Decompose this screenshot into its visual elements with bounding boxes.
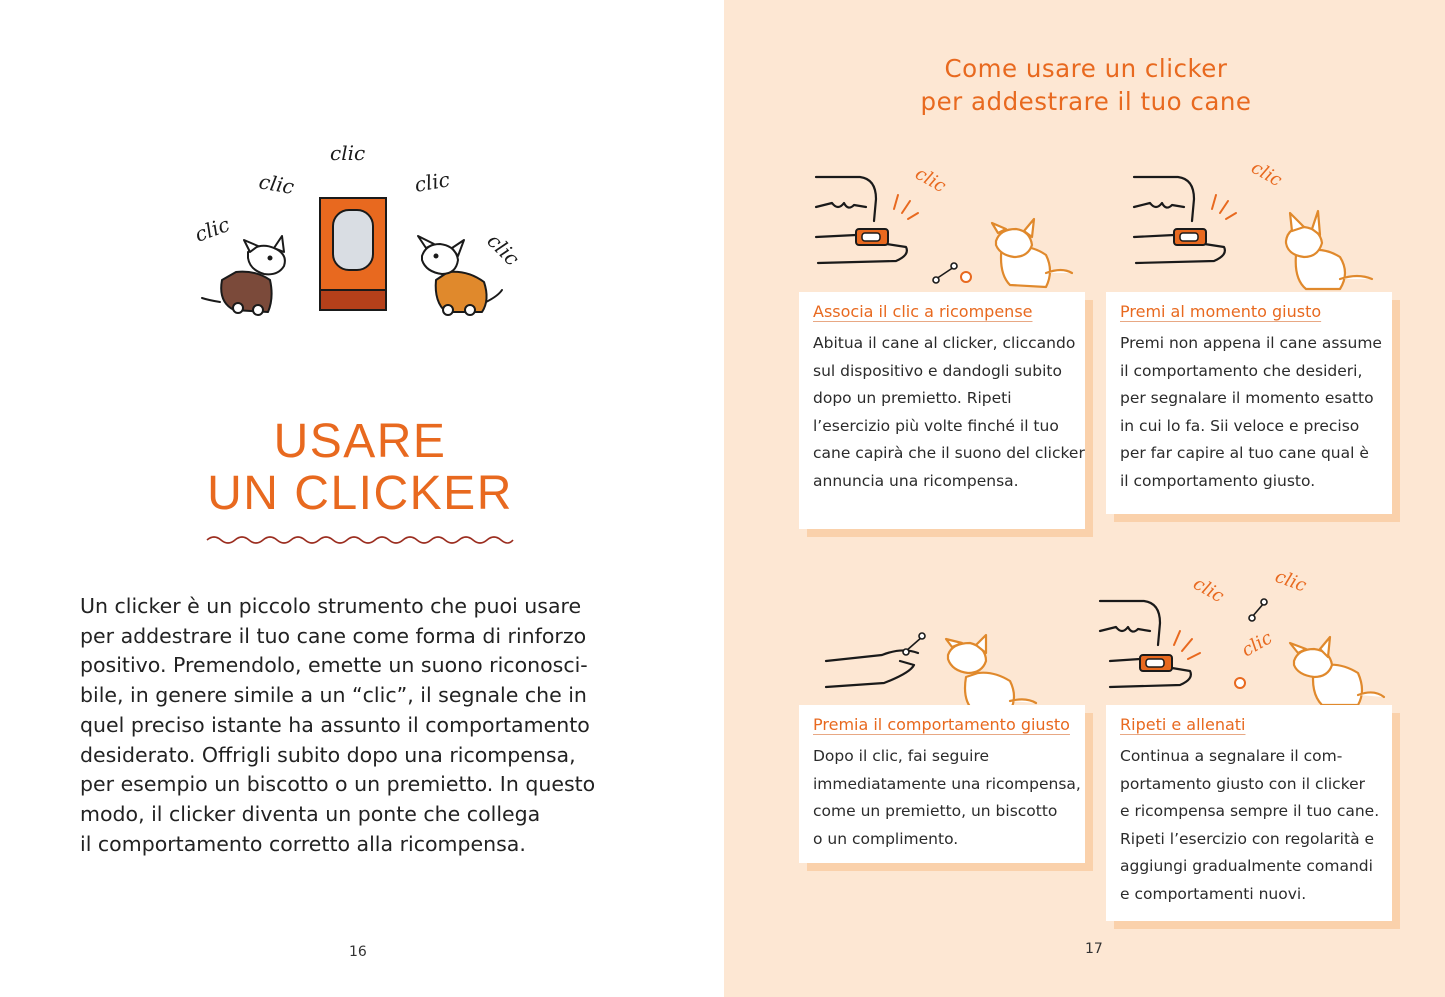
clic-word: clic xyxy=(911,163,950,198)
clicker-dogs-illustration xyxy=(190,130,530,325)
step-line: Ripeti l’esercizio con regolarità e xyxy=(1120,829,1375,848)
clic-word: clic xyxy=(191,212,233,247)
step-card-1 xyxy=(799,292,1085,529)
intro-line: per addestrare il tuo cane come forma di rinforzo xyxy=(80,623,587,648)
intro-line: il comportamento corretto alla ricompensa. xyxy=(80,831,526,856)
right-title-line-2: per addestrare il tuo cane xyxy=(920,87,1252,116)
intro-line: per esempio un biscotto o un premietto. In questo xyxy=(80,772,596,797)
intro-line: bile, in genere simile a un “clic”, il segnale che in xyxy=(80,683,587,708)
step-line: l’esercizio più volte finché il tuo xyxy=(813,416,1059,435)
step-heading: Premia il comportamento giusto xyxy=(813,715,1070,734)
step-line: il comportamento giusto. xyxy=(1120,471,1316,490)
wavy-divider xyxy=(205,533,515,547)
step-line: Abitua il cane al clicker, cliccando xyxy=(813,334,1076,352)
step-card-4 xyxy=(1106,705,1392,921)
intro-line: positivo. Premendolo, emette un suono riconosci- xyxy=(80,653,588,678)
clic-word: clic xyxy=(1272,565,1310,597)
step-line: cane capirà che il suono del clicker xyxy=(813,444,1085,463)
clic-word: clic xyxy=(482,228,525,271)
step-text xyxy=(813,743,1081,853)
page-title-line-2: UN CLICKER xyxy=(207,467,513,520)
clic-word: clic xyxy=(1247,157,1286,192)
step-line: immediatamente una ricompensa, xyxy=(813,774,1081,793)
intro-line: modo, il clicker diventa un ponte che collega xyxy=(80,801,541,826)
step-line: Continua a segnalare il com- xyxy=(1120,747,1343,765)
clic-word: clic xyxy=(412,167,452,197)
step-line: per segnalare il momento esatto xyxy=(1120,389,1374,408)
step-1-illustration xyxy=(810,155,1080,293)
clic-word: clic xyxy=(1189,573,1228,608)
step-line: sul dispositivo e dandogli subito xyxy=(813,361,1062,380)
step-4-illustration xyxy=(1096,565,1396,717)
step-text xyxy=(1120,743,1379,909)
right-title-line-1: Come usare un clicker xyxy=(944,54,1228,83)
step-line: o un complimento. xyxy=(813,829,959,848)
step-line: e comportamenti nuovi. xyxy=(1120,884,1307,903)
step-heading: Associa il clic a ricompense xyxy=(813,302,1033,321)
step-card-2 xyxy=(1106,292,1392,514)
step-text xyxy=(1120,330,1382,496)
step-line: e ricompensa sempre il tuo cane. xyxy=(1120,802,1380,821)
step-line: annuncia una ricompensa. xyxy=(813,471,1019,490)
step-line: per far capire al tuo cane qual è xyxy=(1120,444,1369,463)
step-3-illustration xyxy=(822,625,1047,717)
intro-line: desiderato. Offrigli subito dopo una ricompensa, xyxy=(80,742,576,767)
page-title-line-1: USARE xyxy=(273,415,447,468)
intro-paragraph xyxy=(80,592,655,859)
step-heading: Ripeti e allenati xyxy=(1120,715,1246,734)
step-heading: Premi al momento giusto xyxy=(1120,302,1322,321)
step-2-illustration xyxy=(1128,155,1398,293)
step-text xyxy=(813,330,1085,496)
clic-word: clic xyxy=(330,141,366,165)
step-line: come un premietto, un biscotto xyxy=(813,802,1058,821)
intro-line: quel preciso istante ha assunto il comportamento xyxy=(80,712,590,737)
step-line: Dopo il clic, fai seguire xyxy=(813,747,990,765)
page-number-right: 17 xyxy=(1085,941,1103,957)
clic-word: clic xyxy=(1238,627,1276,662)
page-number-left: 16 xyxy=(349,944,367,960)
step-line: il comportamento che desideri, xyxy=(1120,361,1363,380)
intro-line: Un clicker è un piccolo strumento che puoi usare xyxy=(80,594,582,618)
step-line: aggiungi gradualmente comandi xyxy=(1120,857,1373,876)
step-card-3 xyxy=(799,705,1085,863)
clic-word: clic xyxy=(257,169,296,200)
step-line: dopo un premietto. Ripeti xyxy=(813,389,1012,408)
step-line: Premi non appena il cane assume xyxy=(1120,334,1382,352)
step-line: in cui lo fa. Sii veloce e preciso xyxy=(1120,416,1360,435)
step-line: portamento giusto con il clicker xyxy=(1120,774,1366,793)
